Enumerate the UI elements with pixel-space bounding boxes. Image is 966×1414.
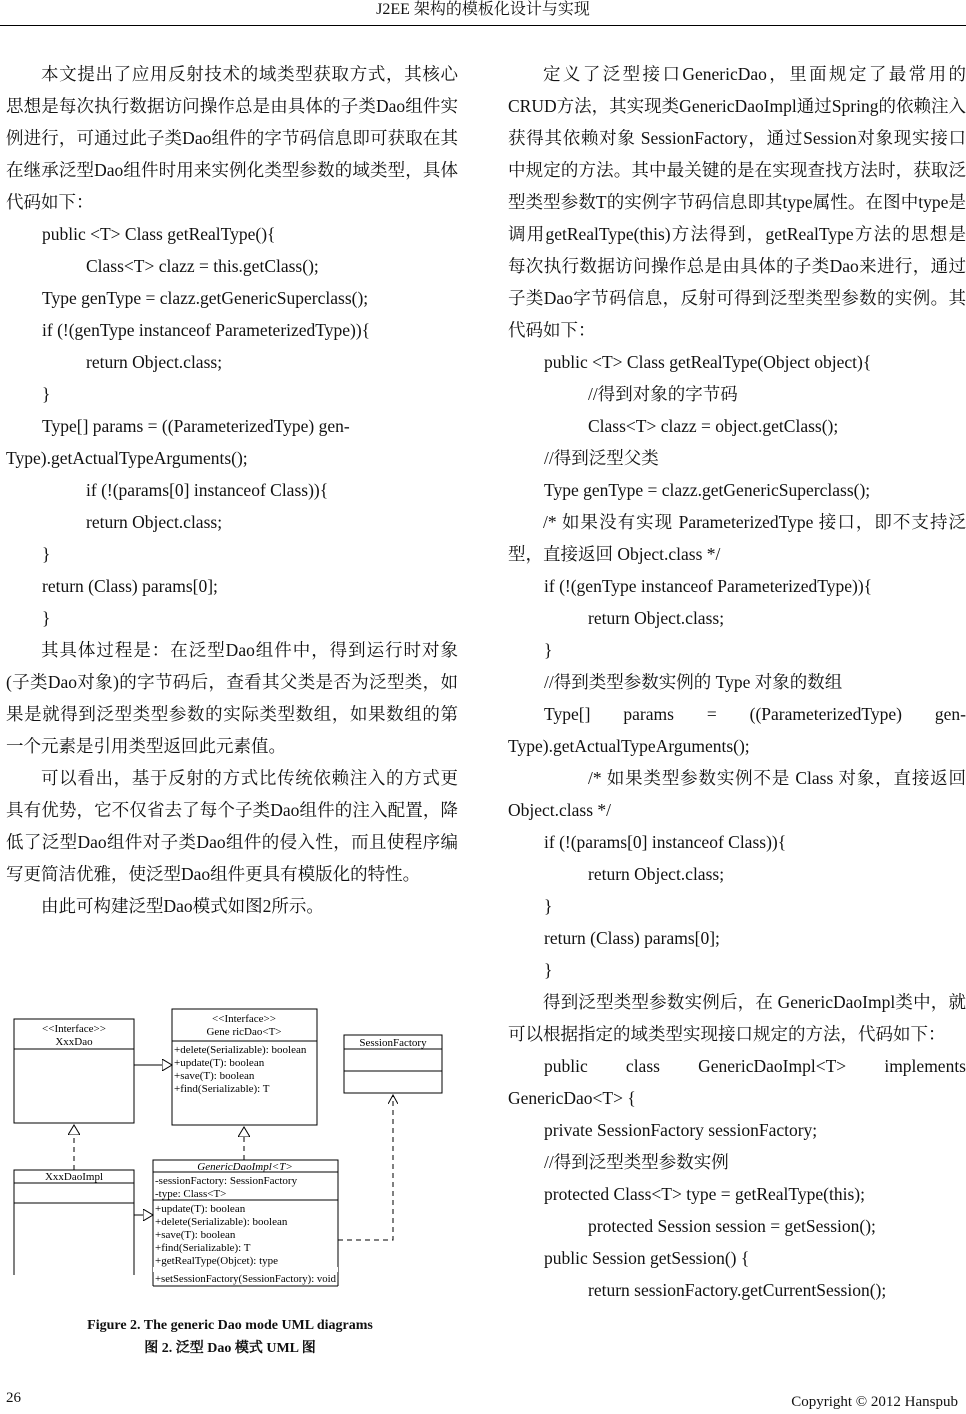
code-comment: /* 如果类型参数实例不是 Class 对象，直接返回 Object.class */ <box>508 768 966 820</box>
code-line: } <box>42 384 51 404</box>
genericdao-op: +delete(Serializable): boolean <box>174 1044 307 1056</box>
genericdaoimpl-attr: -sessionFactory: SessionFactory <box>155 1175 298 1187</box>
code-comment: /* 如果没有实现 ParameterizedType 接口，即不支持泛型，直接返回 Object.class */ <box>508 512 966 564</box>
paragraph: 得到泛型类型参数实例后，在 GenericDaoImpl类中，就可以根据指定的域类型实现接口规定的方法，代码如下： <box>508 992 966 1044</box>
code-line: if (!(params[0] instanceof Class)){ <box>544 832 787 852</box>
paragraph: 定义了泛型接口GenericDao，里面规定了最常用的CRUD方法，其实现类GenericDaoImpl通过Spring的依赖注入获得其依赖对象 SessionFactory，通过Session对象现实接口中规定的方法。其中最关键的是在实现查找方法时，获取泛型类型参数T的实例字节码信息即其type属性。在图中type是调用getRealType(this)方法得到，getRealType方法的思想是每次执行数据访问操作总是由具体的子类Dao来进行，通过子类Dao字节码信息，反射可得到泛型类型参数的实例。其代码如下： <box>508 64 966 340</box>
xxxdao-name: XxxDao <box>55 1036 93 1048</box>
code-line: Type genType = clazz.getGenericSuperclass(); <box>42 288 369 308</box>
genericdaoimpl-op: +find(Serializable): T <box>155 1242 251 1254</box>
code-line: public <T> Class getRealType(Object object){ <box>544 352 872 372</box>
code-line: } <box>42 608 51 628</box>
uml-diagram-right <box>10 1005 460 1295</box>
code-line: //得到类型参数实例的 Type 对象的数组 <box>544 672 843 692</box>
sessionfactory-name: SessionFactory <box>359 1037 427 1049</box>
paragraph: 由此可构建泛型Dao模式如图2所示。 <box>41 896 324 916</box>
genericdao-stereotype: <<Interface>> <box>212 1013 276 1025</box>
sessionfactory-class-box <box>344 1035 442 1093</box>
code-line: Type[] params = ((ParameterizedType) gen- <box>42 416 350 436</box>
code-line: protected Class<T> type = getRealType(this); <box>544 1184 865 1204</box>
code-line: if (!(genType instanceof ParameterizedType)){ <box>42 320 371 340</box>
figure-caption-en: Figure 2. The generic Dao mode UML diagrams <box>87 1318 373 1333</box>
xxxdaoimpl-name: XxxDaoImpl <box>44 1171 104 1183</box>
code-line: Type[] params = ((ParameterizedType) gen- <box>544 704 966 724</box>
running-header <box>0 0 966 26</box>
paragraph: 本文提出了应用反射技术的域类型获取方式，其核心思想是每次执行数据访问操作总是由具体的子类Dao组件实例进行，可通过此子类Dao组件的字节码信息即可获取在其在继承泛型Dao组件时用来实例化类型参数的域类型，具体代码如下： <box>6 64 458 212</box>
code-line: public class GenericDaoImpl<T> implements <box>544 1056 966 1076</box>
code-line: return Object.class; <box>86 512 223 532</box>
genericdao-op: +find(Serializable): T <box>174 1083 270 1095</box>
code-line: Type).getActualTypeArguments(); <box>6 448 248 468</box>
code-line: Class<T> clazz = object.getClass(); <box>588 416 839 436</box>
code-line: return Object.class; <box>588 608 725 628</box>
code-line: return Object.class; <box>588 864 725 884</box>
code-line: //得到对象的字节码 <box>588 384 738 404</box>
page-number: 26 <box>6 1390 21 1406</box>
code-line: return Object.class; <box>86 352 223 372</box>
code-line: } <box>544 896 553 916</box>
copyright: Copyright © 2012 Hanspub <box>791 1394 958 1410</box>
genericdaoimpl-op: +setSessionFactory(SessionFactory): void <box>155 1273 337 1285</box>
header-rule <box>0 25 966 26</box>
code-line: GenericDao<T> { <box>508 1088 636 1108</box>
genericdaoimpl-op: +getRealType(Objcet): type <box>155 1255 279 1267</box>
code-line: if (!(genType instanceof ParameterizedType)){ <box>544 576 873 596</box>
code-line: protected Session session = getSession(); <box>588 1216 876 1236</box>
genericdaoimpl-name: GenericDaoImpl<T> <box>197 1161 293 1173</box>
header-title: J2EE 架构的模板化设计与实现 <box>376 1 590 18</box>
code-line: } <box>544 960 553 980</box>
code-line: return sessionFactory.getCurrentSession(); <box>588 1280 887 1300</box>
left-column <box>6 58 458 922</box>
genericdao-name: Gene ricDao<T> <box>206 1026 282 1038</box>
code-line: if (!(params[0] instanceof Class)){ <box>86 480 329 500</box>
genericdaoimpl-op: +delete(Serializable): boolean <box>155 1216 288 1228</box>
code-line: return (Class) params[0]; <box>42 576 218 596</box>
paragraph: 可以看出，基于反射的方式比传统依赖注入的方式更具有优势，它不仅省去了每个子类Dao组件的注入配置，降低了泛型Dao组件对子类Dao组件的侵入性，而且使程序编写更简洁优雅，使泛型Dao组件更具有模版化的特性。 <box>6 768 458 884</box>
code-line: return (Class) params[0]; <box>544 928 720 948</box>
code-line: Class<T> clazz = this.getClass(); <box>86 256 319 276</box>
code-line: public Session getSession() { <box>544 1248 750 1268</box>
genericdao-op: +update(T): boolean <box>174 1057 265 1069</box>
paragraph: 其具体过程是：在泛型Dao组件中，得到运行时对象(子类Dao对象)的字节码后，查看其父类是否为泛型类，如果是就得到泛型类型参数的实际类型数组，如果数组的第一个元素是引用类型返回此元素值。 <box>6 640 458 756</box>
code-line: public <T> Class getRealType(){ <box>42 224 276 244</box>
code-line: } <box>544 640 553 660</box>
genericdaoimpl-op: +save(T): boolean <box>155 1229 236 1241</box>
genericdao-op: +save(T): boolean <box>174 1070 255 1082</box>
genericdaoimpl-attr: -type: Class<T> <box>155 1188 227 1200</box>
code-line: //得到泛型父类 <box>544 448 659 468</box>
xxxdao-stereotype: <<Interface>> <box>42 1023 106 1035</box>
code-line: Type).getActualTypeArguments(); <box>508 736 750 756</box>
figure-caption-cn: 图 2. 泛型 Dao 模式 UML 图 <box>144 1341 316 1356</box>
code-line: //得到泛型类型参数实例 <box>544 1152 729 1172</box>
right-column <box>508 58 966 1306</box>
dependency-arrow <box>338 1095 393 1240</box>
code-line: Type genType = clazz.getGenericSuperclass(); <box>544 480 871 500</box>
code-line: } <box>42 544 51 564</box>
genericdaoimpl-op: +update(T): boolean <box>155 1203 246 1215</box>
code-line: private SessionFactory sessionFactory; <box>544 1120 818 1140</box>
